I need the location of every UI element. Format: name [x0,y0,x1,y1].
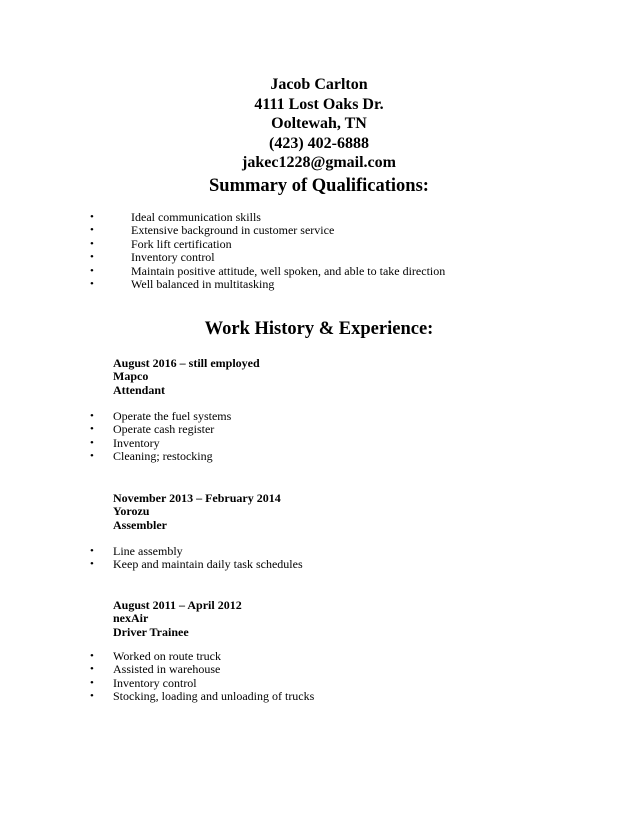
bullet-icon: • [90,237,94,250]
list-item: • Assisted in warehouse [90,662,221,677]
job-dates: August 2016 – still employed [113,356,260,370]
job-header [113,599,242,639]
qualifications-list [90,211,445,291]
job-company: Mapco [113,369,149,384]
job-dates: August 2011 – April 2012 [113,598,242,612]
job-role: Driver Trainee [113,624,189,639]
list-item: • Inventory control [90,675,197,690]
list-item: • Line assembly [90,544,183,558]
list-item: • Well balanced in multitasking [90,277,275,292]
list-item: • Extensive background in customer service [90,223,335,238]
bullet-icon: • [90,211,94,223]
bullet-icon: • [90,251,94,264]
bullet-icon: • [90,224,94,237]
job-header [113,492,281,532]
bullet-icon: • [90,450,94,463]
bullet-icon: • [90,423,94,436]
job-company: Yorozu [113,504,150,519]
job-role: Assembler [113,517,167,532]
list-item: • Inventory control [90,250,215,265]
list-item: • Keep and maintain daily task schedules [90,557,303,572]
job-role: Attendant [113,382,166,397]
list-item: • Maintain positive attitude, well spoken, and able to take direction [90,263,446,278]
city-state: Ooltewah, TN [271,115,367,132]
bullet-icon: • [90,690,94,703]
job-header [113,357,260,397]
bullet-icon: • [90,278,94,291]
job-company: nexAir [113,611,149,626]
bullet-icon: • [90,410,94,422]
bullet-icon: • [90,676,94,689]
work-history-title: Work History & Experience: [204,319,434,339]
list-item: • Operate cash register [90,422,215,437]
job-duties-list [90,410,231,464]
list-item: • Operate the fuel systems [90,409,232,423]
resume-header [0,75,638,173]
list-item: • Cleaning; restocking [90,449,213,464]
job-duties-list [90,545,303,572]
email-address: jakec1228@gmail.com [242,154,396,171]
applicant-name: Jacob Carlton [270,76,368,93]
job-duties-list [90,650,314,704]
summary-title: Summary of Qualifications: [209,176,429,196]
bullet-icon: • [90,650,94,662]
bullet-icon: • [90,558,94,571]
list-item: • Worked on route truck [90,649,221,663]
phone-number: (423) 402-6888 [269,134,369,152]
list-item: • Ideal communication skills [90,210,261,224]
bullet-icon: • [90,663,94,676]
bullet-icon: • [90,264,94,277]
job-dates: November 2013 – February 2014 [113,491,281,505]
bullet-icon: • [90,545,94,557]
list-item: • Inventory [90,435,160,450]
list-item: • Stocking, loading and unloading of trucks [90,689,315,704]
bullet-icon: • [90,436,94,449]
street-address: 4111 Lost Oaks Dr. [254,95,384,113]
list-item: • Fork lift certification [90,236,232,251]
